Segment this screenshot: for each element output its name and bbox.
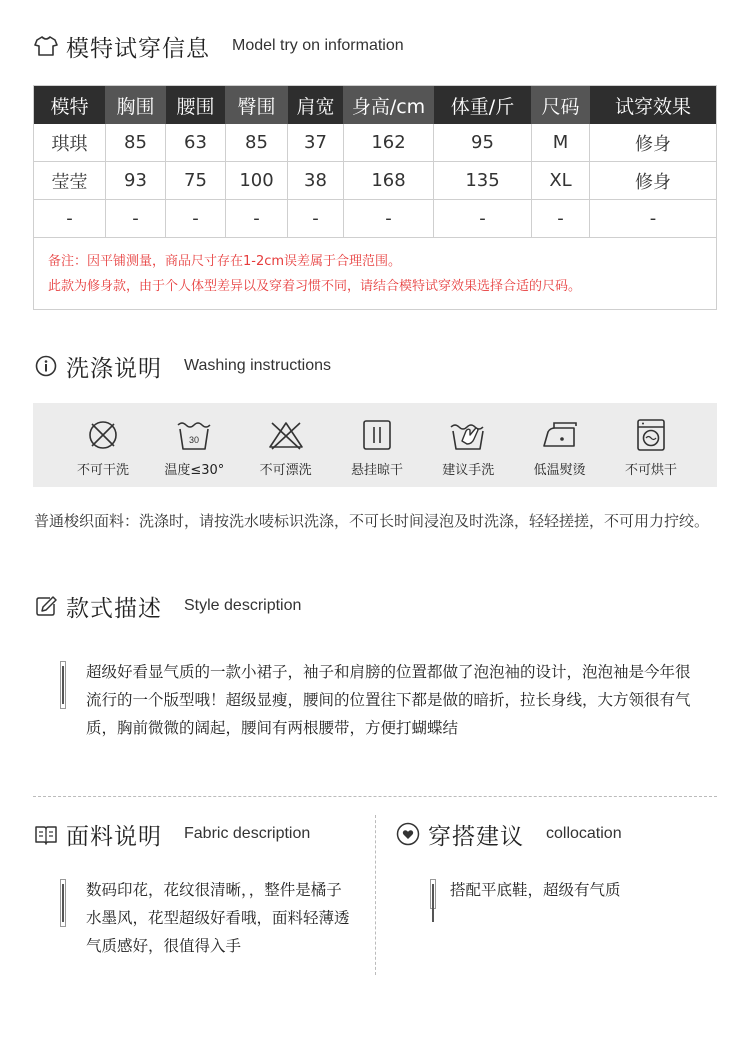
no-tumble-dry-icon bbox=[631, 415, 671, 455]
divider bbox=[375, 815, 376, 975]
wash-item bbox=[337, 415, 417, 487]
section-subtitle: Washing instructions bbox=[184, 357, 332, 374]
table-header-cell: 胸围 bbox=[106, 86, 166, 124]
fabric-section-header bbox=[34, 817, 310, 851]
table-cell: 37 bbox=[288, 124, 344, 162]
low-iron-icon bbox=[540, 415, 580, 455]
hang-dry-icon bbox=[357, 415, 397, 455]
table-cell: XL bbox=[532, 162, 590, 200]
quote-bar-icon bbox=[60, 879, 66, 927]
table-header-cell: 体重/斤 bbox=[434, 86, 532, 124]
book-icon bbox=[34, 822, 58, 846]
section-title: 款式描述 bbox=[66, 595, 162, 622]
section-subtitle: Style description bbox=[184, 597, 302, 614]
table-cell: - bbox=[166, 200, 226, 238]
table-cell: 162 bbox=[344, 124, 434, 162]
table-cell: - bbox=[344, 200, 434, 238]
table-header-cell: 腰围 bbox=[166, 86, 226, 124]
wash-item bbox=[520, 415, 600, 487]
style-section-header bbox=[34, 589, 301, 623]
table-cell: 85 bbox=[226, 124, 288, 162]
wash-item-label: 温度≤30° bbox=[164, 463, 225, 478]
quote-bar-icon bbox=[60, 661, 66, 709]
model-section-header bbox=[34, 29, 404, 63]
wash-30-icon bbox=[174, 415, 214, 455]
table-cell: M bbox=[532, 124, 590, 162]
table-row bbox=[34, 200, 716, 238]
wash-item bbox=[154, 415, 234, 487]
table-cell: 135 bbox=[434, 162, 532, 200]
section-title: 模特试穿信息 bbox=[66, 35, 210, 62]
table-cell: 修身 bbox=[590, 162, 716, 200]
table-cell: 75 bbox=[166, 162, 226, 200]
wash-item bbox=[611, 415, 691, 487]
fabric-description bbox=[60, 876, 350, 960]
table-header-cell: 模特 bbox=[34, 86, 106, 124]
table-cell: 100 bbox=[226, 162, 288, 200]
heart-icon bbox=[396, 822, 420, 846]
table-row bbox=[34, 124, 716, 162]
info-icon bbox=[34, 354, 58, 378]
hand-wash-icon bbox=[448, 415, 488, 455]
wash-item-label: 悬挂晾干 bbox=[350, 463, 403, 478]
table-cell: 93 bbox=[106, 162, 166, 200]
style-text: 超级好看显气质的一款小裙子，袖子和肩膀的位置都做了泡泡袖的设计，泡泡袖是今年很流行的一个版型哦！超级显瘦，腰间的位置往下都是做的暗折，拉长身线，大方领很有气质，胸前微微的阔起，腰间有两根腰带，方便打蝴蝶结 bbox=[86, 663, 691, 737]
table-header-cell: 身高/cm bbox=[344, 86, 434, 124]
table-cell: - bbox=[532, 200, 590, 238]
table-cell: - bbox=[226, 200, 288, 238]
section-title: 面料说明 bbox=[66, 823, 162, 850]
table-cell: 琪琪 bbox=[34, 124, 106, 162]
note-line: 此款为修身款，由于个人体型差异以及穿着习惯不同，请结合模特试穿效果选择合适的尺码。 bbox=[48, 279, 582, 294]
wash-item bbox=[428, 415, 508, 487]
wash-item-label: 低温熨烫 bbox=[533, 463, 586, 478]
table-header-cell: 肩宽 bbox=[288, 86, 344, 124]
table-header-cell: 试穿效果 bbox=[590, 86, 716, 124]
section-title: 洗涤说明 bbox=[66, 355, 162, 382]
size-table bbox=[33, 85, 717, 310]
table-header-row bbox=[34, 86, 716, 124]
wash-temp-text: 30 bbox=[189, 435, 200, 445]
fabric-text: 数码印花，花纹很清晰，，整件是橘子水墨风，花型超级好看哦，面料轻薄透气质感好，很值得入手 bbox=[86, 881, 350, 955]
no-bleach-icon bbox=[266, 415, 306, 455]
wash-item-label: 建议手洗 bbox=[442, 463, 495, 478]
wash-item-label: 不可干洗 bbox=[76, 463, 129, 478]
washing-section-header bbox=[34, 349, 331, 383]
table-cell: 莹莹 bbox=[34, 162, 106, 200]
note-line: 备注：因平铺测量，商品尺寸存在1-2cm误差属于合理范围。 bbox=[48, 254, 402, 269]
collocation-description bbox=[430, 876, 710, 904]
no-dry-clean-icon bbox=[83, 415, 123, 455]
table-cell: - bbox=[34, 200, 106, 238]
table-header-cell: 臀围 bbox=[226, 86, 288, 124]
tshirt-icon bbox=[34, 34, 58, 58]
collocation-section-header bbox=[396, 817, 622, 851]
table-cell: 168 bbox=[344, 162, 434, 200]
table-cell: - bbox=[434, 200, 532, 238]
table-cell: - bbox=[288, 200, 344, 238]
style-description bbox=[60, 658, 700, 742]
section-subtitle: Model try on information bbox=[232, 37, 404, 54]
wash-item-label: 不可漂洗 bbox=[259, 463, 312, 478]
wash-item bbox=[246, 415, 326, 487]
table-cell: - bbox=[590, 200, 716, 238]
section-subtitle: Fabric description bbox=[184, 825, 311, 842]
table-cell: 修身 bbox=[590, 124, 716, 162]
table-cell: 38 bbox=[288, 162, 344, 200]
table-cell: 63 bbox=[166, 124, 226, 162]
washing-icons-bar bbox=[33, 403, 717, 487]
table-cell: 95 bbox=[434, 124, 532, 162]
table-header-cell: 尺码 bbox=[532, 86, 590, 124]
collocation-text: 搭配平底鞋，超级有气质 bbox=[450, 881, 621, 899]
wash-item bbox=[63, 415, 143, 487]
size-notes bbox=[34, 238, 716, 309]
edit-icon bbox=[34, 594, 58, 618]
section-title: 穿搭建议 bbox=[428, 823, 524, 850]
divider bbox=[33, 796, 717, 797]
table-row bbox=[34, 162, 716, 200]
section-subtitle: collocation bbox=[546, 825, 622, 842]
quote-bar-icon bbox=[430, 879, 436, 909]
wash-item-label: 不可烘干 bbox=[624, 463, 677, 478]
washing-text: 普通梭织面料：洗涤时，请按洗水唛标识洗涤，不可长时间浸泡及时洗涤，轻轻搓搓，不可用力拧绞。 bbox=[34, 512, 710, 530]
table-cell: - bbox=[106, 200, 166, 238]
table-cell: 85 bbox=[106, 124, 166, 162]
